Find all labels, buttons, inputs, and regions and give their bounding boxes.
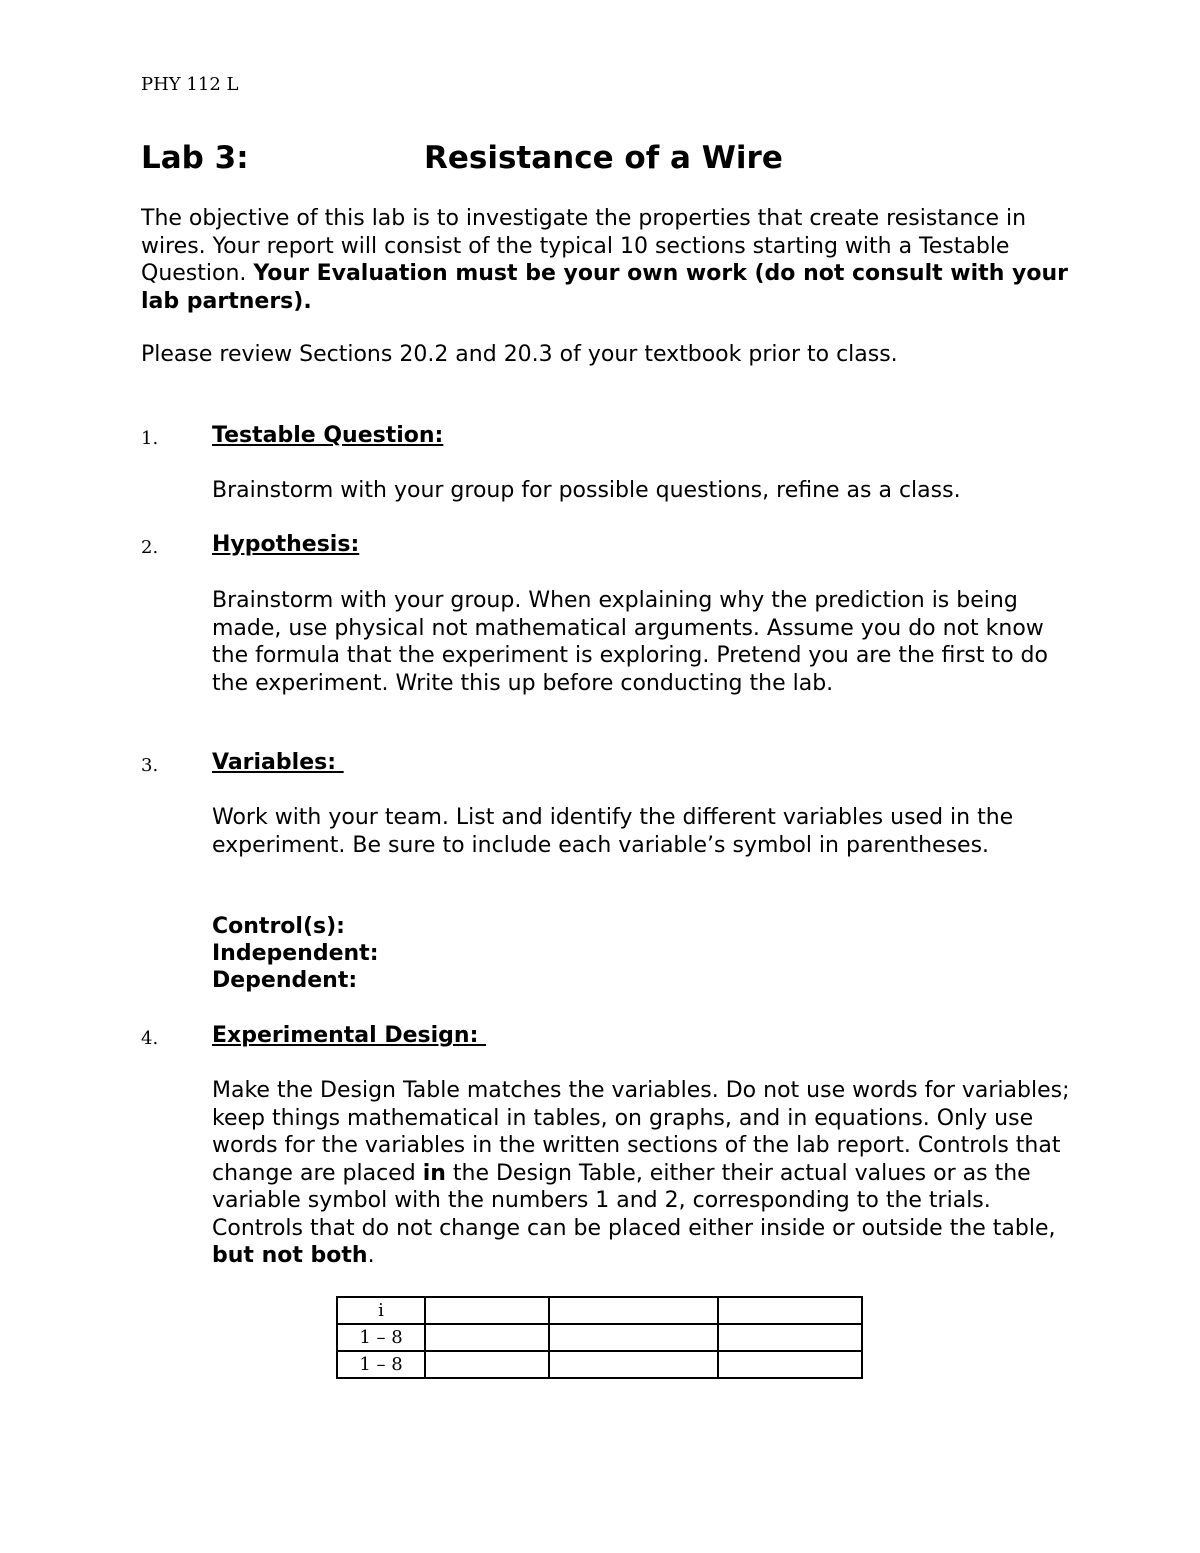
table-cell: [549, 1351, 718, 1378]
section-heading-experimental-design: Experimental Design:: [212, 1023, 487, 1048]
design-text-e: .: [367, 1243, 375, 1268]
section-heading-testable-question: Testable Question:: [212, 423, 444, 448]
table-cell: [549, 1297, 718, 1324]
section-number: 1.: [141, 428, 159, 449]
lab-name: Resistance of a Wire: [424, 140, 783, 176]
course-header: PHY 112 L: [141, 74, 239, 95]
table-cell: [718, 1297, 862, 1324]
intro-bold-note: Your Evaluation must be your own work (do not consult with your lab partners).: [141, 261, 1068, 314]
section-number: 2.: [141, 537, 159, 558]
table-cell: 1 – 8: [337, 1351, 425, 1378]
table-cell: [549, 1324, 718, 1351]
design-text-c: the Design Table, either their actual values or as the variable symbol with the numbers 1 and 2, corresponding to the trials. Controls that do not change can be placed either inside or outside the table,: [212, 1160, 1056, 1241]
dependent-label: Dependent:: [212, 968, 358, 993]
intro-paragraph: [141, 205, 1081, 315]
review-paragraph: Please review Sections 20.2 and 20.3 of your textbook prior to class.: [141, 342, 898, 367]
table-cell: [425, 1351, 549, 1378]
table-row: [337, 1297, 862, 1324]
design-text-d: but not both: [212, 1243, 368, 1268]
section-heading-hypothesis: Hypothesis:: [212, 532, 360, 557]
section-number: 3.: [141, 755, 159, 776]
section-number: 4.: [141, 1028, 159, 1049]
design-text-b: in: [422, 1160, 446, 1186]
variable-list: [212, 913, 379, 994]
table-cell: i: [337, 1297, 425, 1324]
table-cell: [425, 1297, 549, 1324]
table-cell: [718, 1324, 862, 1351]
section-body-testable-question: Brainstorm with your group for possible questions, refine as a class.: [212, 478, 961, 503]
section-body-hypothesis: Brainstorm with your group. When explaining why the prediction is being made, use physical not mathematical arguments. Assume you do not know the formula that the experiment is exploring. Pretend you are the first to do the experiment. Write this up before conducting the lab.: [212, 588, 1048, 696]
lab-number: Lab 3:: [141, 140, 249, 176]
design-text-a: Make the Design Table matches the variables. Do not use words for variables; keep things mathematical in tables, on graphs, and in equations. Only use words for the variables in the written sections of the lab report. Controls that change are placed: [212, 1078, 1070, 1186]
section-body-experimental-design: [212, 1077, 1072, 1270]
table-cell: 1 – 8: [337, 1324, 425, 1351]
independent-label: Independent:: [212, 941, 379, 966]
table-cell: [425, 1324, 549, 1351]
controls-label: Control(s):: [212, 914, 345, 939]
table-row: [337, 1324, 862, 1351]
design-table: [336, 1296, 863, 1379]
intro-text: The objective of this lab is to investigate the properties that create resistance in wires. Your report will consist of the typical 10 sections starting with a Testable Question.: [141, 206, 1027, 286]
section-body-variables: Work with your team. List and identify the different variables used in the experiment. Be sure to include each variable’s symbol in parentheses.: [212, 805, 1014, 858]
table-cell: [718, 1351, 862, 1378]
table-row: [337, 1351, 862, 1378]
section-heading-variables: Variables:: [212, 750, 344, 775]
